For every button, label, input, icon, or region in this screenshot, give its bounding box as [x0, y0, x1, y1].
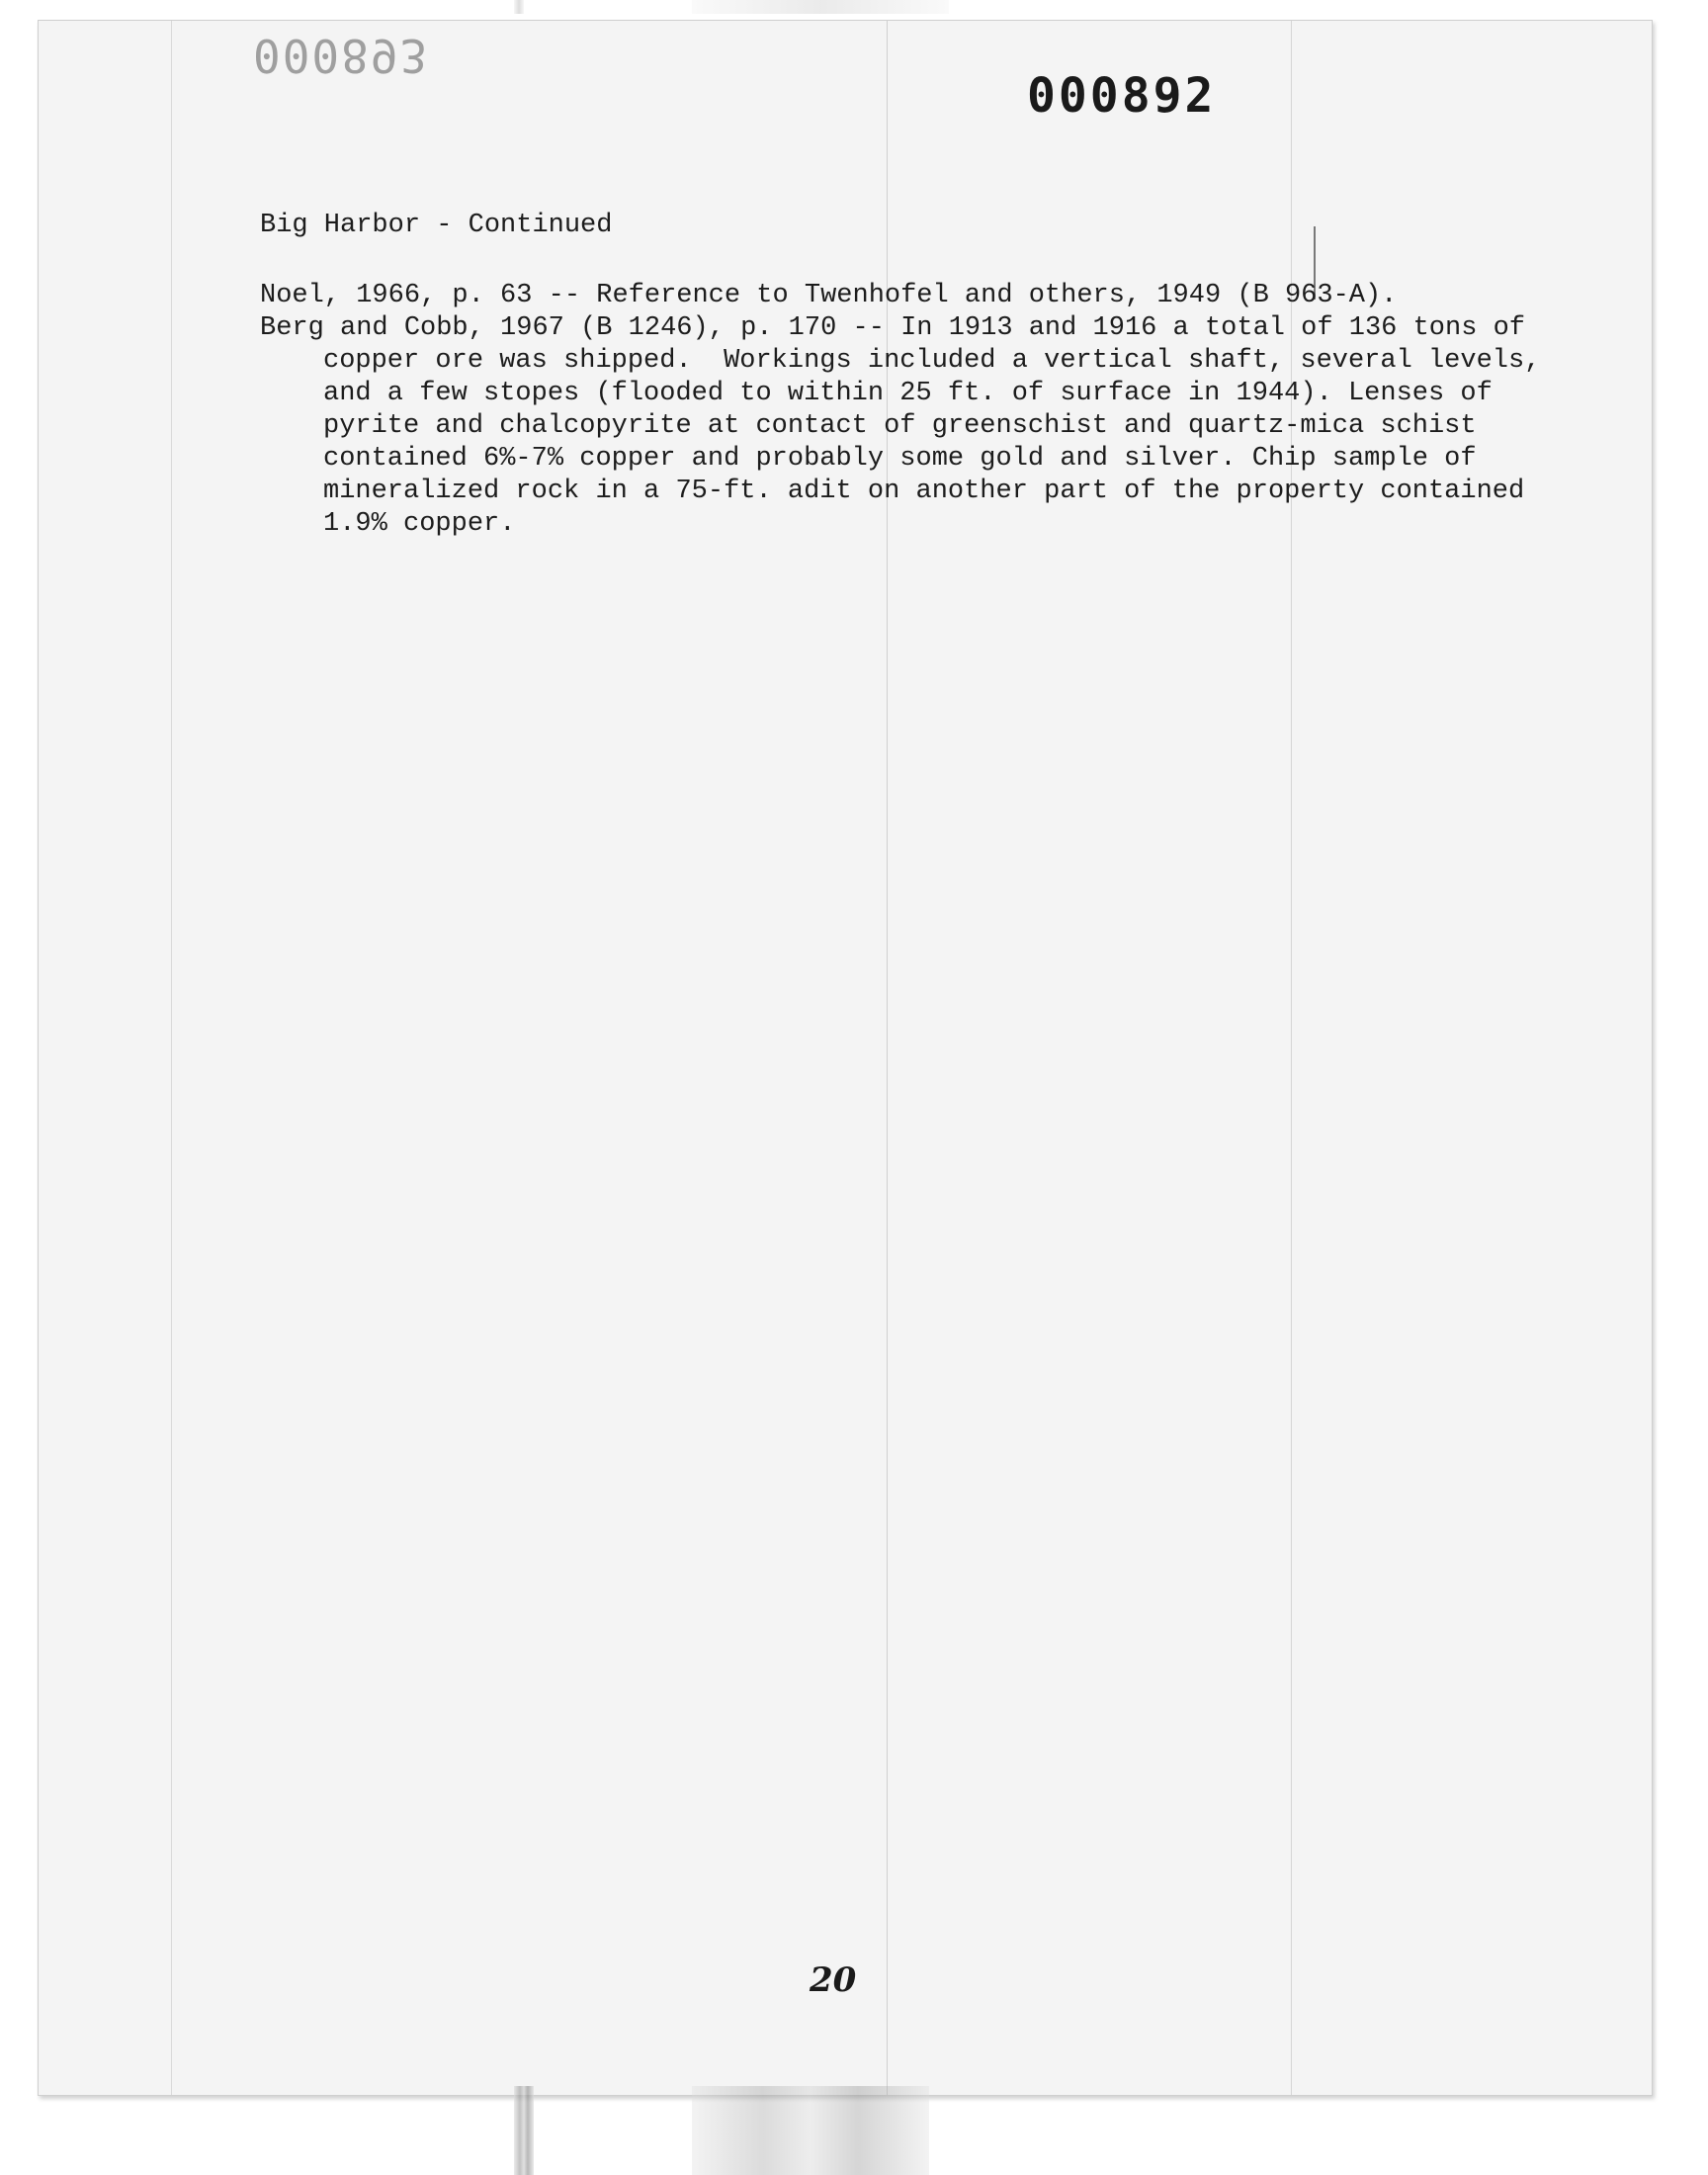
- document-page: [38, 20, 1653, 2096]
- scan-artifact-top: [692, 0, 949, 14]
- scan-artifact-top: [514, 0, 524, 14]
- scan-artifact-bottom: [692, 2086, 929, 2175]
- document-number: 000892: [1027, 68, 1217, 124]
- scan-artifact-bottom: [514, 2086, 534, 2175]
- page-number: 20: [810, 1960, 857, 2000]
- reference-list: [260, 280, 1557, 541]
- bleed-through-document-number: 000893: [253, 29, 430, 82]
- fold-line: [171, 21, 172, 2095]
- reference-entry: Berg and Cobb, 1967 (B 1246), p. 170 -- In 1913 and 1916 a total of 136 tons of copper ore was shipped. Workings included a vertical shaft, several levels, and a few stopes (flooded to within 25 ft. of surface in 1944). Lenses of pyrite and chalcopyrite at contact of greenschist and quartz-mica schist contained 6%-7% copper and probably some gold and silver. Chip sample of mineralized rock in a 75-ft. adit on another part of the property contained 1.9% copper.: [260, 313, 1557, 539]
- reference-entry: Noel, 1966, p. 63 -- Reference to Twenhofel and others, 1949 (B 963-A).: [260, 281, 1398, 310]
- section-heading: Big Harbor - Continued: [260, 211, 613, 240]
